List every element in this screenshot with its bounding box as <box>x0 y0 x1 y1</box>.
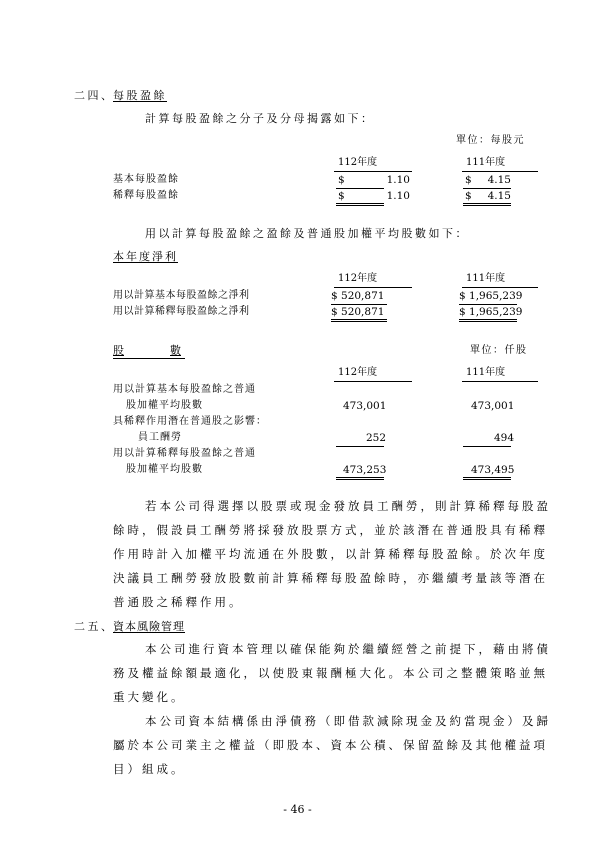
section-24-intro-2: 用以計算每股盈餘之盈餘及普通股加權平均股數如下： <box>145 227 469 240</box>
section-25-paragraph-1-line: 本公司進行資本管理以確保能夠於繼續經營之前提下，藉由將債 <box>145 642 551 656</box>
table3-col-112: 112年度 <box>338 367 378 378</box>
table1-row-currency: $ <box>465 190 472 202</box>
table1-row-underline <box>463 188 511 189</box>
table3-row3-value-112: 473,253 <box>343 464 387 476</box>
table3-row3-double-underline <box>336 479 384 480</box>
unit-label-shares: 單位：仟股 <box>470 345 528 356</box>
table2-row-underline <box>331 304 387 305</box>
section-25-title: 資本風險管理 <box>113 620 185 633</box>
section-24-paragraph-line: 決議員工酬勞發放股數前計算稀釋每股盈餘時，亦繼續考量該等潛在 <box>113 571 548 585</box>
table3-row1-line2: 股加權平均股數 <box>126 400 203 411</box>
section-25-number: 二五、 <box>74 620 115 633</box>
table2-row-double-underline <box>331 319 387 320</box>
table2-row-double-underline <box>459 321 517 322</box>
table1-row-label: 基本每股盈餘 <box>113 174 179 185</box>
table3-col-111: 111年度 <box>466 367 506 378</box>
table3-row3-line1: 用以計算稀釋每股盈餘之普通 <box>113 448 256 459</box>
table3-row3-line2: 股加權平均股數 <box>126 464 203 475</box>
table1-row-value-112: 1.10 <box>386 174 410 186</box>
table3-row2-underline <box>463 446 511 447</box>
table2-row-double-underline <box>331 321 387 322</box>
table2-header-rule-112 <box>334 287 412 288</box>
table1-row-underline <box>336 188 384 189</box>
table1-row-value-111: 4.15 <box>487 174 511 186</box>
shares-heading-char-2: 數 <box>170 344 181 357</box>
section-25-paragraph-2-line: 本公司資本結構係由淨債務（即借款減除現金及約當現金）及歸 <box>145 714 551 728</box>
table3-row2-line2: 員工酬勞 <box>138 432 182 443</box>
table1-row-double-underline <box>336 205 384 206</box>
table2-row-underline <box>459 304 517 305</box>
section-24-intro: 計算每股盈餘之分子及分母揭露如下： <box>145 112 375 125</box>
table1-row-currency: $ <box>338 174 345 186</box>
table3-row3-value-111: 473,495 <box>471 464 515 476</box>
table3-row1-value-111: 473,001 <box>471 400 515 412</box>
page-number: - 46 - <box>283 803 312 816</box>
table3-row1-line1: 用以計算基本每股盈餘之普通 <box>113 384 256 395</box>
table3-header-rule-112 <box>334 381 412 382</box>
table1-header-rule-111 <box>462 171 538 172</box>
table3-row1-value-112: 473,001 <box>343 400 387 412</box>
section-24-paragraph-line: 若本公司得選擇以股票或現金發放員工酬勞，則計算稀釋每股盈 <box>145 499 551 513</box>
table1-row-double-underline <box>463 205 511 206</box>
section-24-paragraph-line: 餘時，假設員工酬勞將採發放股票方式，並於該潛在普通股具有稀釋 <box>113 523 548 537</box>
table1-col-111: 111年度 <box>466 157 506 168</box>
shares-heading-underline <box>113 358 185 359</box>
section-25-paragraph-2-line: 屬於本公司業主之權益（即股本、資本公積、保留盈餘及其他權益項 <box>113 738 548 752</box>
section-24-paragraph-line: 作用時計入加權平均流通在外股數，以計算稀釋每股盈餘。於次年度 <box>113 547 548 561</box>
section-25-paragraph-2-line: 目）組成。 <box>113 762 186 776</box>
section-25-paragraph-1-line: 務及權益餘額最適化，以使股東報酬極大化。本公司之整體策略並無 <box>113 666 548 680</box>
unit-label-eps: 單位：每股元 <box>456 135 525 146</box>
table1-row-value-111: 4.15 <box>487 190 511 202</box>
table2-col-112: 112年度 <box>338 273 378 284</box>
table1-header-rule-112 <box>334 171 412 172</box>
table2-row-label: 用以計算稀釋每股盈餘之淨利 <box>113 306 250 317</box>
table2-row-value-111: $ 1,965,239 <box>459 290 523 302</box>
table3-row2-line1: 具稀釋作用潛在普通股之影響： <box>113 416 267 427</box>
table3-row2-value-112: 252 <box>366 432 387 444</box>
table1-row-label: 稀釋每股盈餘 <box>113 190 179 201</box>
table3-row3-double-underline <box>336 477 384 478</box>
table1-row-double-underline <box>336 203 384 204</box>
table1-row-currency: $ <box>465 174 472 186</box>
table1-row-double-underline <box>463 203 511 204</box>
table1-row-currency: $ <box>338 190 345 202</box>
table3-row2-value-111: 494 <box>494 432 515 444</box>
table2-col-111: 111年度 <box>466 273 506 284</box>
table1-col-112: 112年度 <box>338 157 378 168</box>
table3-header-rule-111 <box>462 381 538 382</box>
shares-heading-char-1: 股 <box>113 344 124 357</box>
table3-row3-double-underline <box>463 479 511 480</box>
table2-row-value-112: $ 520,871 <box>331 290 385 302</box>
section-24-paragraph-line: 普通股之稀釋作用。 <box>113 595 244 609</box>
net-income-heading: 本年度淨利 <box>113 250 178 263</box>
table3-row3-double-underline <box>463 477 511 478</box>
table2-row-label: 用以計算基本每股盈餘之淨利 <box>113 290 250 301</box>
table2-row-double-underline <box>459 319 517 320</box>
table1-row-value-112: 1.10 <box>386 190 410 202</box>
table2-row-value-111: $ 1,965,239 <box>459 306 523 318</box>
section-25-paragraph-1-line: 重大變化。 <box>113 690 186 704</box>
section-24-title: 每股盈餘 <box>113 89 167 102</box>
table3-row2-underline <box>336 446 384 447</box>
table2-row-value-112: $ 520,871 <box>331 306 385 318</box>
table2-header-rule-111 <box>462 287 538 288</box>
section-24-number: 二四、 <box>74 89 115 102</box>
